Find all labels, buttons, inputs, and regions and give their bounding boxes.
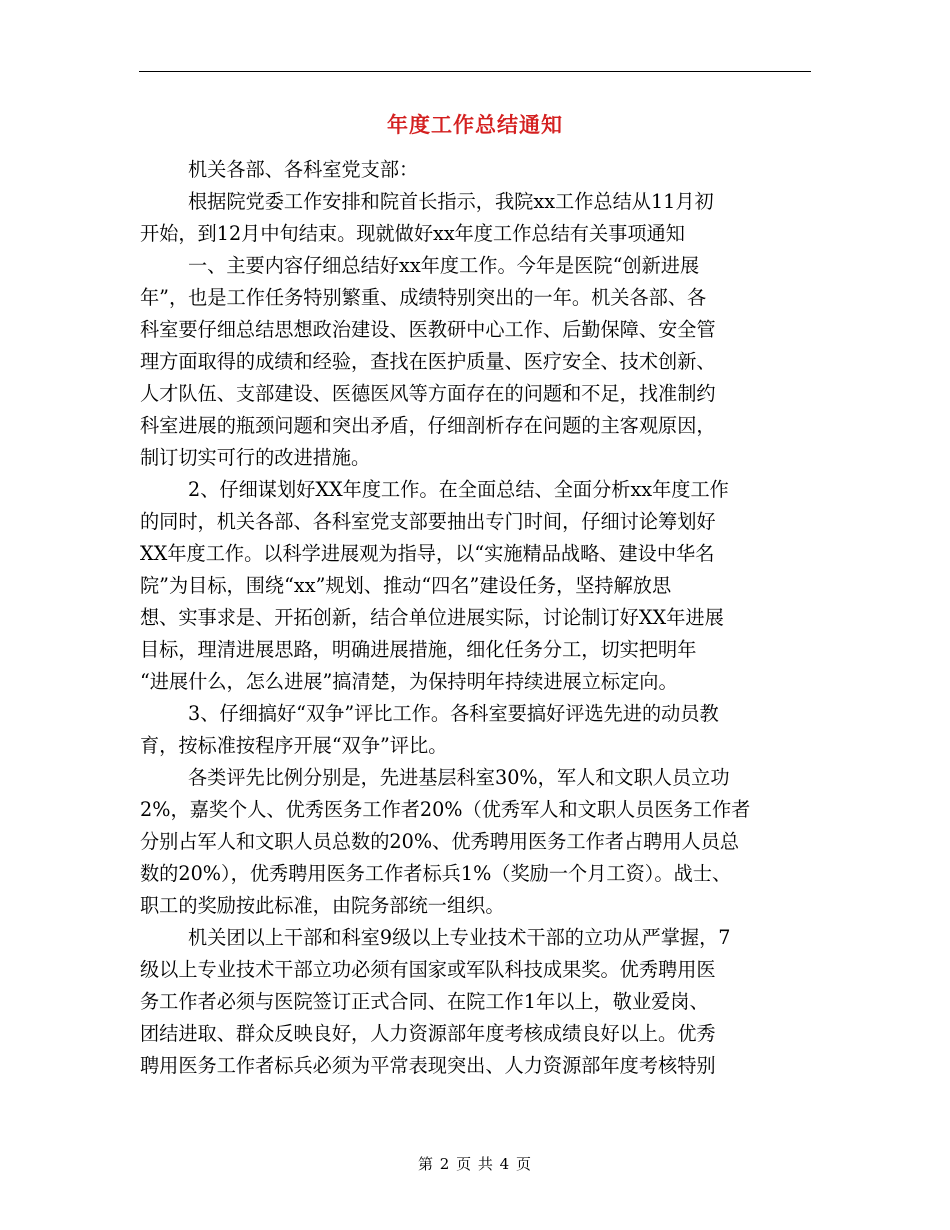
text-line: 级以上专业技术干部立功必须有国家或军队科技成果奖。优秀聘用医 xyxy=(140,958,716,981)
text-line: 科室进展的瓶颈问题和突出矛盾，仔细剖析存在问题的主客观原因， xyxy=(140,414,716,437)
text-line: 聘用医务工作者标兵必须为平常表现突出、人力资源部年度考核特别 xyxy=(140,1054,716,1077)
text-line: 制订切实可行的改进措施。 xyxy=(140,446,371,469)
text-line: 的同时，机关各部、各科室党支部要抽出专门时间，仔细讨论筹划好 xyxy=(140,510,716,533)
text-line: 一、主要内容仔细总结好xx年度工作。今年是医院“创新进展 xyxy=(188,254,700,277)
text-line: 3、仔细搞好“双争”评比工作。各科室要搞好评选先进的动员教 xyxy=(188,702,719,725)
text-line: 分别占军人和文职人员总数的20%、优秀聘用医务工作者占聘用人员总 xyxy=(140,830,740,853)
text-line: 机关团以上干部和科室9级以上专业技术干部的立功从严掌握，7 xyxy=(188,926,731,949)
document-title: 年度工作总结通知 xyxy=(387,112,563,137)
text-line: 团结进取、群众反映良好，人力资源部年度考核成绩良好以上。优秀 xyxy=(140,1022,716,1045)
text-line: “进展什么，怎么进展”搞清楚，为保持明年持续进展立标定向。 xyxy=(140,670,678,693)
text-line: 务工作者必须与医院签订正式合同、在院工作1年以上，敬业爱岗、 xyxy=(140,990,709,1013)
text-line: 根据院党委工作安排和院首长指示，我院xx工作总结从11月初 xyxy=(188,190,714,213)
text-line: 2、仔细谋划好XX年度工作。在全面总结、全面分析xx年度工作 xyxy=(188,478,729,501)
text-line: 人才队伍、支部建设、医德医风等方面存在的问题和不足，找准制约 xyxy=(140,382,716,405)
text-line: 年”，也是工作任务特别繁重、成绩特别突出的一年。机关各部、各 xyxy=(140,286,707,309)
text-line: 开始，到12月中旬结束。现就做好xx年度工作总结有关事项通知 xyxy=(140,222,685,245)
text-line: 数的20%），优秀聘用医务工作者标兵1%（奖励一个月工资）。战士、 xyxy=(140,862,732,885)
page-number-footer: 第 2 页 共 4 页 xyxy=(418,1155,532,1173)
text-line: 院”为目标，围绕“xx”规划、推动“四名”建设任务，坚持解放思 xyxy=(140,574,672,597)
text-line: 理方面取得的成绩和经验，查找在医护质量、医疗安全、技术创新、 xyxy=(140,350,716,373)
text-line: 2%，嘉奖个人、优秀医务工作者20%（优秀军人和文职人员医务工作者 xyxy=(140,798,751,821)
text-line: 目标，理清进展思路，明确进展措施，细化任务分工，切实把明年 xyxy=(140,638,697,661)
text-line: 想、实事求是、开拓创新，结合单位进展实际，讨论制订好XX年进展 xyxy=(140,606,724,629)
text-line: 科室要仔细总结思想政治建设、医教研中心工作、后勤保障、安全管 xyxy=(140,318,716,341)
text-line: 机关各部、各科室党支部： xyxy=(188,158,419,181)
header-rule xyxy=(139,71,811,72)
text-line: 职工的奖励按此标准，由院务部统一组织。 xyxy=(140,894,505,917)
text-line: XX年度工作。以科学进展观为指导，以“实施精品战略、建设中华名 xyxy=(140,542,715,565)
document-body xyxy=(140,154,812,1082)
text-line: 育，按标准按程序开展“双争”评比。 xyxy=(140,734,448,757)
text-line: 各类评先比例分别是，先进基层科室30%，军人和文职人员立功 xyxy=(188,766,730,789)
